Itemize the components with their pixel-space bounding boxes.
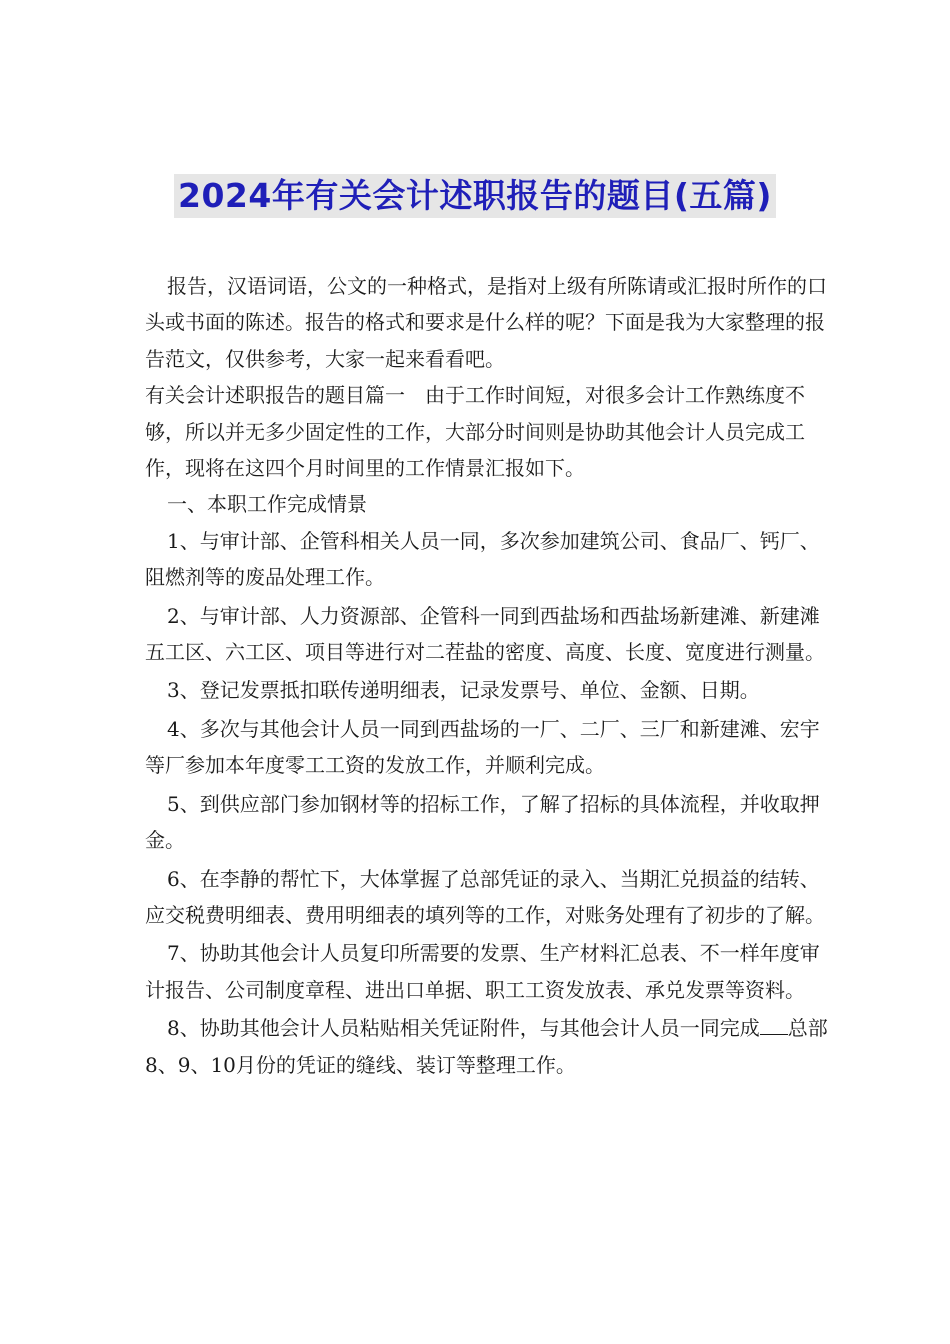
section-heading: 一、本职工作完成情景 xyxy=(167,492,367,517)
list-item-8 xyxy=(145,1010,835,1083)
list-item: 5、到供应部门参加钢材等的招标工作，了解了招标的具体流程，并收取押金。 xyxy=(145,791,820,853)
list-item-8-prefix: 8、协助其他会计人员粘贴相关凭证附件，与其他会计人员一同完成 xyxy=(167,1016,760,1041)
list-item: 1、与审计部、企管科相关人员一同，多次参加建筑公司、食品厂、钙厂、阻燃剂等的废品处理工作。 xyxy=(145,528,820,590)
list-item: 2、与审计部、人力资源部、企管科一同到西盐场和西盐场新建滩、新建滩五工区、六工区、项目等进行对二茬盐的密度、高度、长度、宽度进行测量。 xyxy=(145,603,825,665)
list-item: 7、协助其他会计人员复印所需要的发票、生产材料汇总表、不一样年度审计报告、公司制度章程、进出口单据、职工工资发放表、承兑发票等资料。 xyxy=(145,941,820,1002)
intro-paragraph: 报告，汉语词语，公文的一种格式，是指对上级有所陈请或汇报时所作的口头或书面的陈述。报告的格式和要求是什么样的呢？下面是我为大家整理的报告范文，仅供参考，大家一起来看看吧。 xyxy=(145,274,827,371)
list-item-8-suffix: 总部8、9、10月份的凭证的缝线、装订等整理工作。 xyxy=(145,1016,828,1077)
list-item: 4、多次与其他会计人员一同到西盐场的一厂、二厂、三厂和新建滩、宏宇等厂参加本年度零工工资的发放工作，并顺利完成。 xyxy=(145,716,820,778)
document-body xyxy=(145,268,835,1085)
title-wrap xyxy=(0,174,950,218)
list-item: 3、登记发票抵扣联传递明细表，记录发票号、单位、金额、日期。 xyxy=(167,678,760,703)
section-lead-paragraph: 有关会计述职报告的题目篇一 由于工作时间短，对很多会计工作熟练度不够，所以并无多少固定性的工作，大部分时间则是协助其他会计人员完成工作，现将在这四个月时间里的工作情景汇报如下。 xyxy=(145,383,805,481)
list-item: 6、在李静的帮忙下，大体掌握了总部凭证的录入、当期汇兑损益的结转、应交税费明细表、费用明细表的填列等的工作，对账务处理有了初步的了解。 xyxy=(145,866,825,927)
document-title: 2024年有关会计述职报告的题目(五篇) xyxy=(174,174,776,218)
fill-in-blank xyxy=(760,1016,788,1035)
